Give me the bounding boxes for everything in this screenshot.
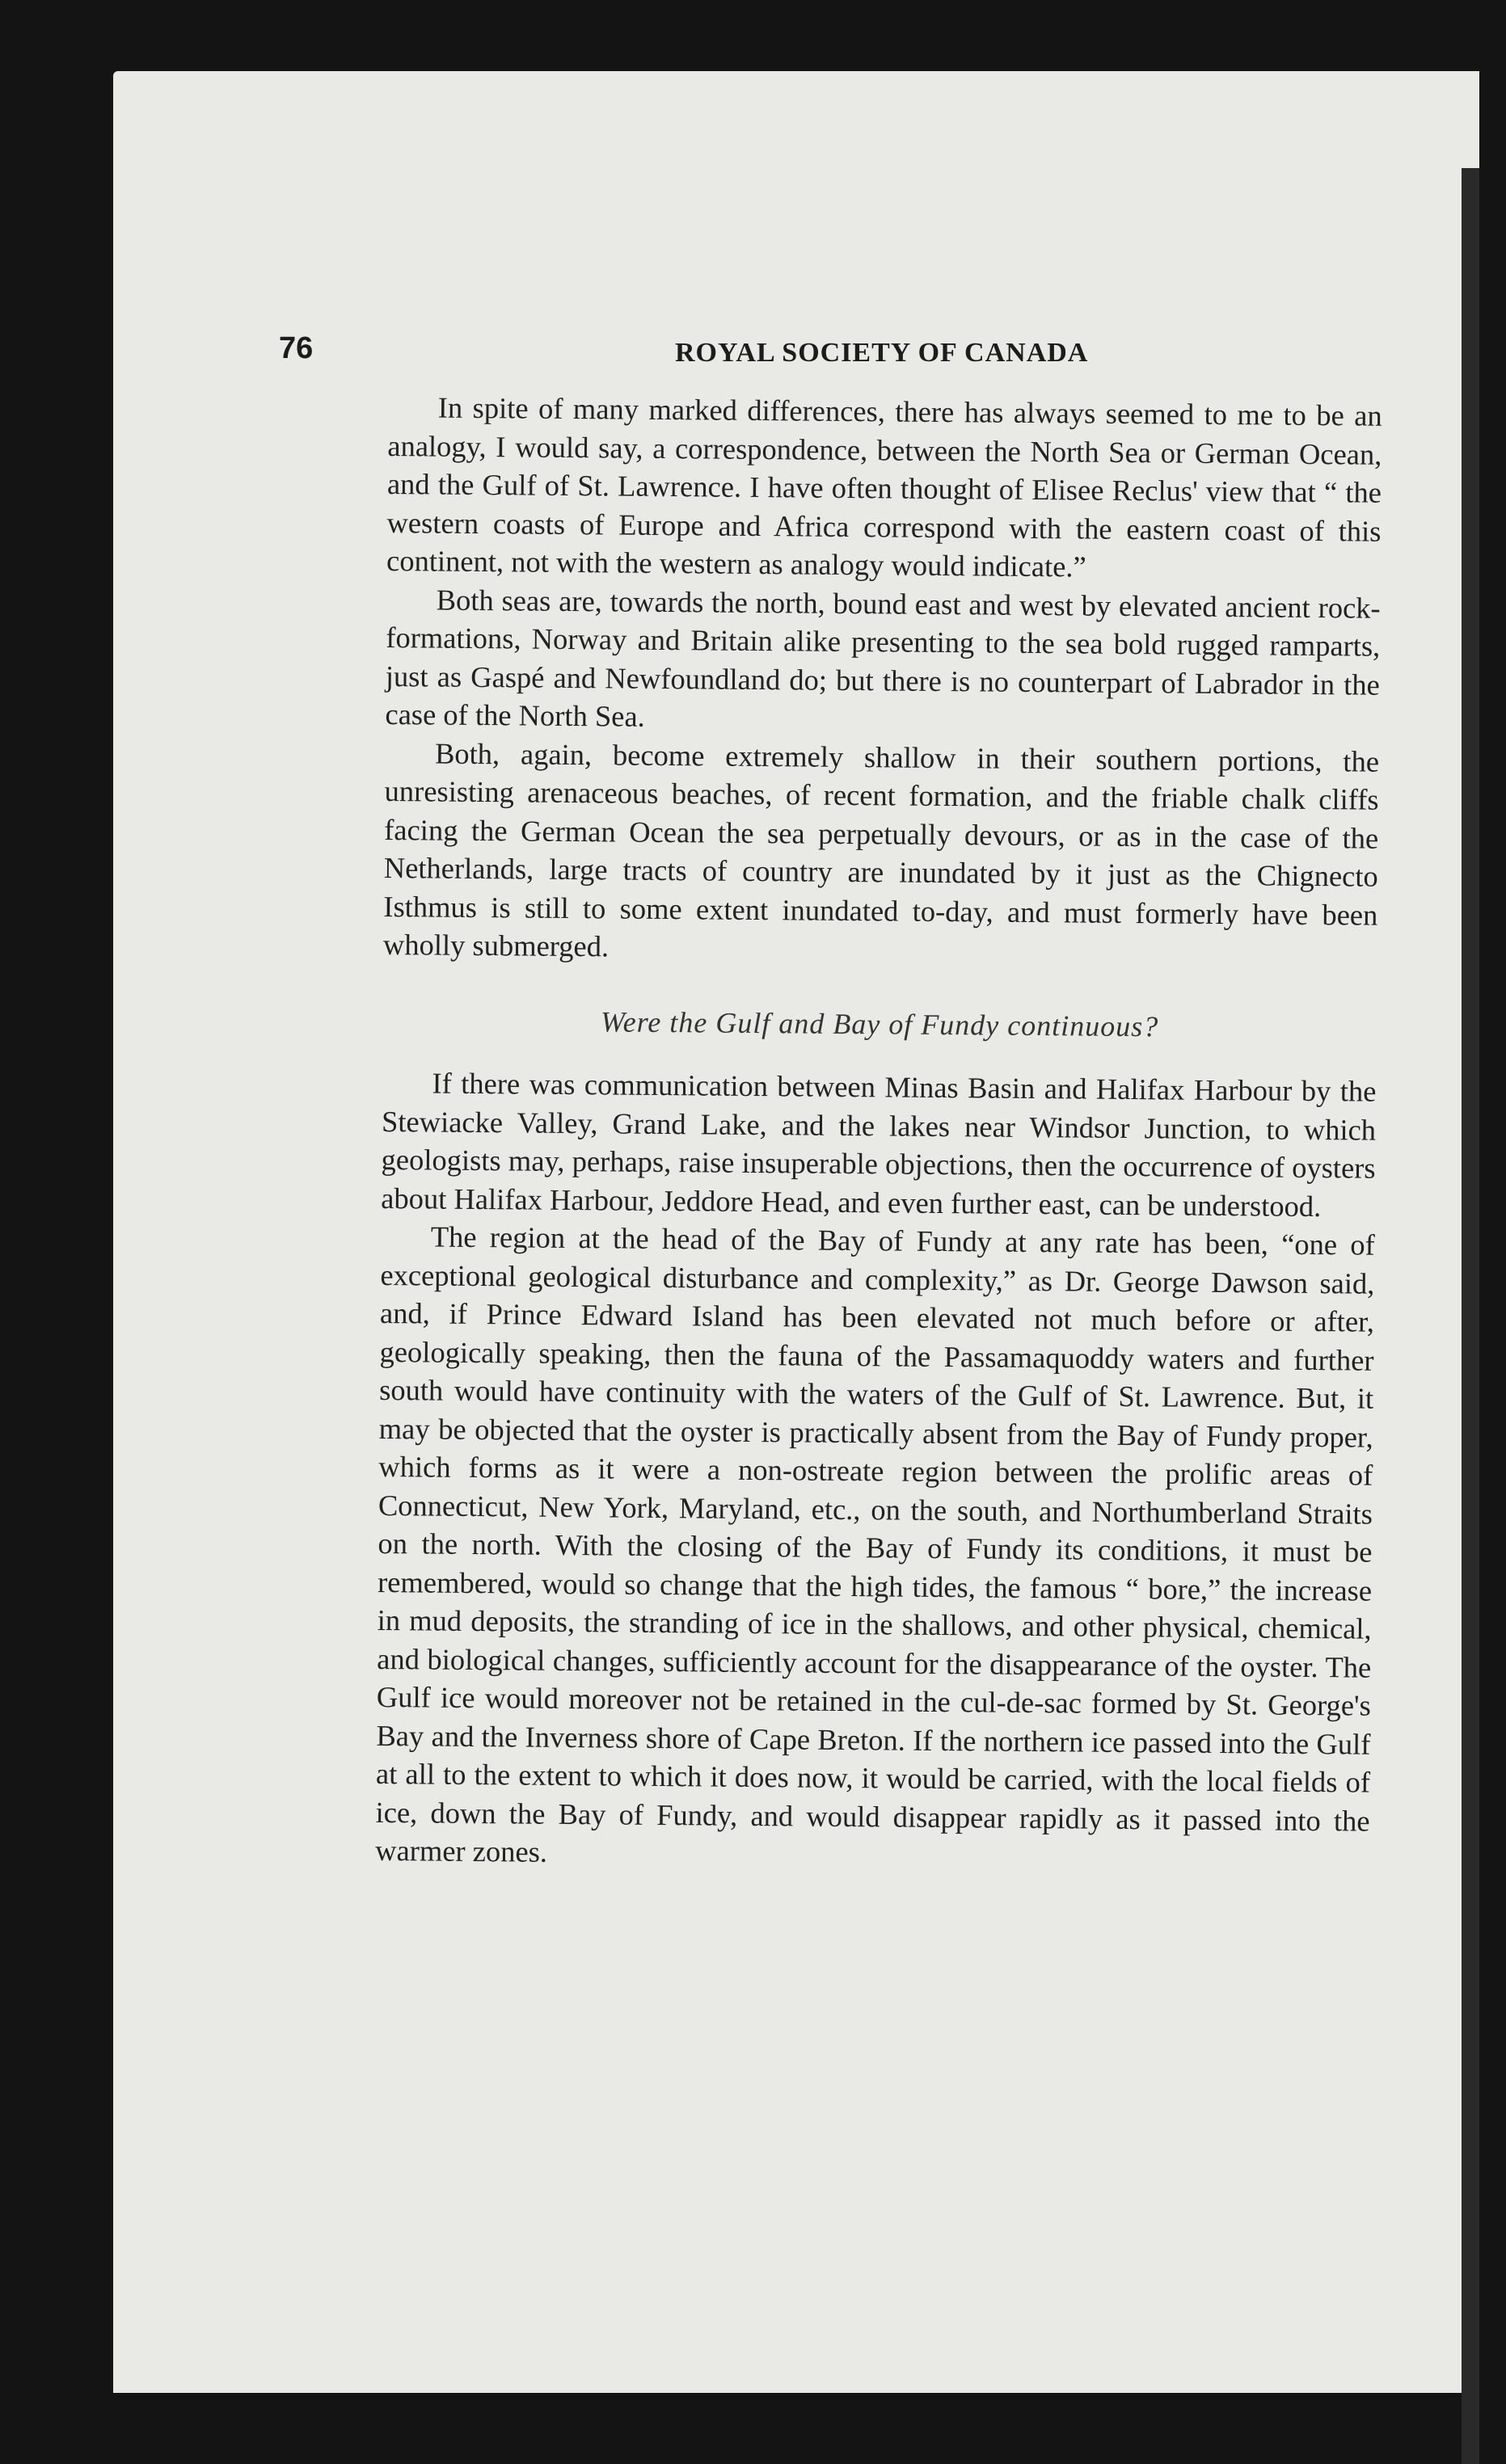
- running-head: [279, 331, 1378, 380]
- paragraph: The region at the head of the Bay of Fundy at any rate has been, “one of exceptional geological disturbance and complexity,” as Dr. George Dawson said, and, if Prince Edward Island has been elevated not much before or after, geologically speaking, then the fauna of the Passamaquoddy waters and further south would have continuity with the waters of the Gulf of St. Lawrence. But, it may be objected that the oyster is practically absent from the Bay of Fundy proper, which forms as it were a non-ostreate region between the prolific areas of Connecticut, New York, Maryland, etc., on the south, and Northumberland Straits on the north. With the closing of the Bay of Fundy its conditions, it must be remembered, would so change that the high tides, the famous “ bore,” the increase in mud deposits, the stranding of ice in the shallows, and other physical, chemical, and biological changes, sufficiently account for the disappearance of the oyster. The Gulf ice would moreover not be retained in the cul-de-sac formed by St. George's Bay and the Inverness shore of Cape Breton. If the northern ice passed into the Gulf at all to the extent to which it does now, it would be carried, with the local fields of ice, down the Bay of Fundy, and would disappear rapidly as it passed into the warmer zones.: [375, 1219, 1375, 1868]
- paragraph: In spite of many marked differences, there has always seemed to me to be an analogy, I would say, a correspondence, between the North Sea or German Ocean, and the Gulf of St. Lawrence. I have often thought of Elisee Reclus' view that “ the western coasts of Europe and Africa correspond with the eastern coast of this continent, not with the western as analogy would indicate.”: [386, 390, 1382, 583]
- journal-title: ROYAL SOCIETY OF CANADA: [675, 338, 1089, 368]
- body-text: [375, 388, 1382, 1878]
- page-number: 76: [279, 331, 314, 365]
- paragraph: Both seas are, towards the north, bound east and west by elevated ancient rock-formations, Norway and Britain alike presenting to the sea bold rugged ramparts, just as Gaspé and Newfoundland do; but there is no counterpart of Labrador in the case of the North Sea.: [385, 583, 1381, 733]
- paragraph: Both, again, become extremely shallow in their southern portions, the unresisting arenaceous beaches, of recent formation, and the friable chalk cliffs facing the German Ocean the sea perpetually devours, or as in the case of the Netherlands, large tracts of country are inundated by it just as the Chignecto Isthmus is still to some extent inundated to-day, and must formerly have been wholly submerged.: [382, 736, 1380, 963]
- paragraph: If there was communication between Minas Basin and Halifax Harbour by the Stewiacke Valley, Grand Lake, and the lakes near Windsor Junction, to which geologists may, perhaps, raise insuperable objections, then the occurrence of oysters about Halifax Harbour, Jeddore Head, and even further east, can be understood.: [381, 1066, 1377, 1223]
- page-edge-shadow: [1462, 168, 1479, 2464]
- section-heading: Were the Gulf and Bay of Fundy continuous?: [600, 1005, 1159, 1042]
